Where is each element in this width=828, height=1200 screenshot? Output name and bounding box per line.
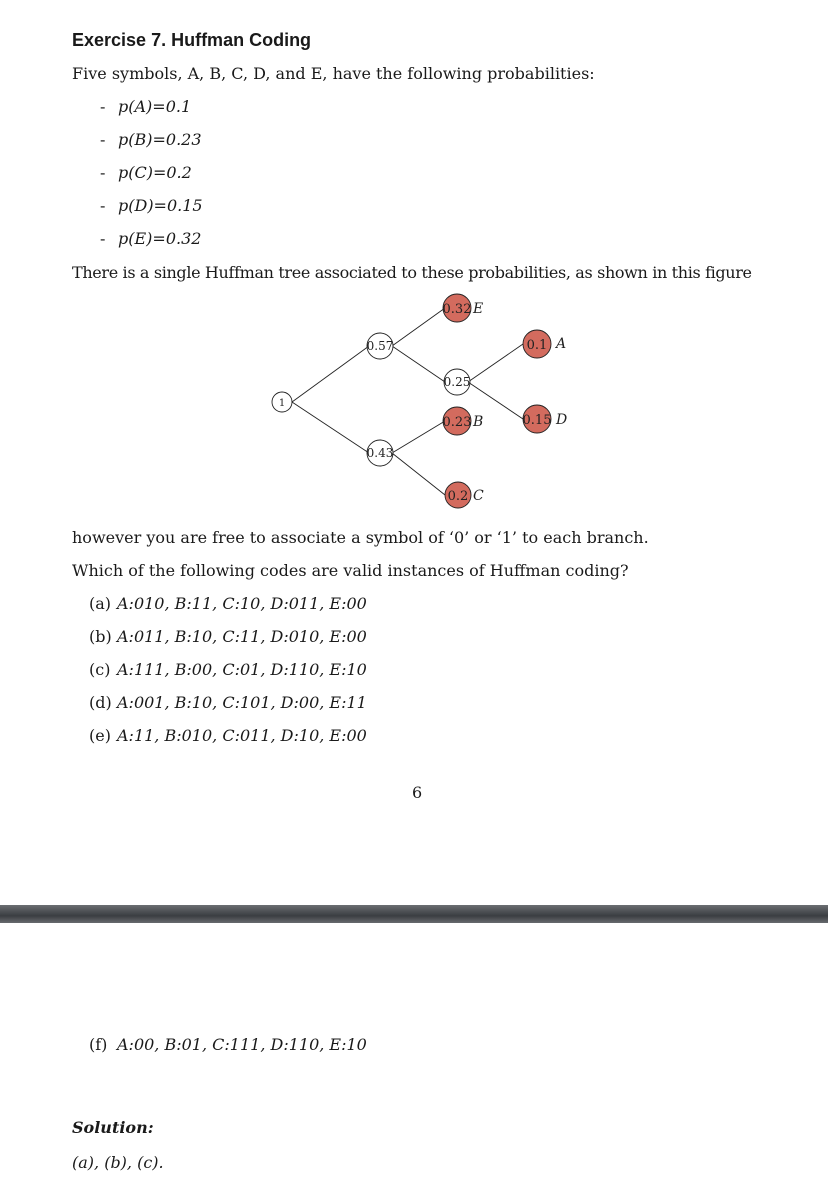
leaf-prob-c: 0.2 <box>447 489 469 504</box>
option-code: A:11, B:010, C:011, D:10, E:00 <box>117 726 367 745</box>
leaf-symbol-a: A <box>556 336 567 352</box>
edge-025-01 <box>468 344 523 382</box>
option-code: A:010, B:11, C:10, D:011, E:00 <box>117 594 367 613</box>
intro-paragraph: Five symbols, A, B, C, D, and E, have the following probabilities: <box>72 64 595 83</box>
huffman-tree-figure <box>0 290 828 515</box>
option-label: (f) <box>89 1035 108 1054</box>
solution-label: Solution: <box>72 1118 154 1137</box>
probability-item <box>100 97 191 116</box>
edge-root-043 <box>292 402 369 453</box>
probability-item <box>100 229 201 248</box>
option-code: A:111, B:00, C:01, D:110, E:10 <box>117 660 367 679</box>
leaf-prob-e: 0.32 <box>442 302 472 317</box>
leaf-symbol-b: B <box>473 414 484 430</box>
branch-paragraph: however you are free to associate a symbol of ‘0’ or ‘1’ to each branch. <box>72 528 649 547</box>
option-code: A:00, B:01, C:111, D:110, E:10 <box>117 1035 367 1054</box>
page-break-divider <box>0 905 828 923</box>
probability-item <box>100 163 192 182</box>
question-paragraph: Which of the following codes are valid instances of Huffman coding? <box>72 561 629 580</box>
answer-option-d <box>89 693 367 712</box>
option-label: (a) <box>89 594 112 613</box>
node-label-057: 0.57 <box>366 339 394 353</box>
leaf-symbol-d: D <box>556 412 568 428</box>
bullet-dash: - <box>100 97 106 116</box>
bullet-dash: - <box>100 163 106 182</box>
tree-caption: There is a single Huffman tree associated to these probabilities, as shown in this figure <box>72 263 752 282</box>
option-label: (d) <box>89 693 112 712</box>
leaf-symbol-c: C <box>473 488 484 504</box>
bullet-dash: - <box>100 130 106 149</box>
leaf-prob-b: 0.23 <box>442 415 472 430</box>
edge-057-025 <box>392 346 445 382</box>
leaf-symbol-e: E <box>473 301 484 317</box>
leaf-prob-a: 0.1 <box>526 338 548 353</box>
edge-root-057 <box>292 346 369 402</box>
tree-edges <box>292 308 523 495</box>
probability-expr: p(E)=0.32 <box>118 229 202 248</box>
option-label: (c) <box>89 660 111 679</box>
answer-option-b <box>89 627 367 646</box>
answer-option-c <box>89 660 367 679</box>
option-code: A:001, B:10, C:101, D:00, E:11 <box>117 693 367 712</box>
probability-item <box>100 196 203 215</box>
probability-item <box>100 130 202 149</box>
edge-043-023 <box>392 421 445 453</box>
node-label-043: 0.43 <box>366 446 394 460</box>
bullet-dash: - <box>100 229 106 248</box>
option-label: (e) <box>89 726 111 745</box>
edge-057-032 <box>392 308 445 346</box>
node-label-025: 0.25 <box>443 375 471 389</box>
bullet-dash: - <box>100 196 106 215</box>
option-label: (b) <box>89 627 112 646</box>
edge-043-02 <box>392 453 445 495</box>
node-label-root: 1 <box>278 398 286 409</box>
page-number: 6 <box>412 783 423 802</box>
solution-text: (a), (b), (c). <box>72 1153 164 1172</box>
answer-option-e <box>89 726 367 745</box>
exercise-title: Exercise 7. Huffman Coding <box>72 30 312 50</box>
probability-expr: p(A)=0.1 <box>118 97 192 116</box>
leaf-prob-d: 0.15 <box>522 413 552 428</box>
answer-option-a <box>89 594 367 613</box>
probability-expr: p(C)=0.2 <box>118 163 192 182</box>
option-code: A:011, B:10, C:11, D:010, E:00 <box>117 627 367 646</box>
answer-option-f <box>89 1035 367 1054</box>
probability-expr: p(B)=0.23 <box>118 130 202 149</box>
probability-expr: p(D)=0.15 <box>118 196 203 215</box>
